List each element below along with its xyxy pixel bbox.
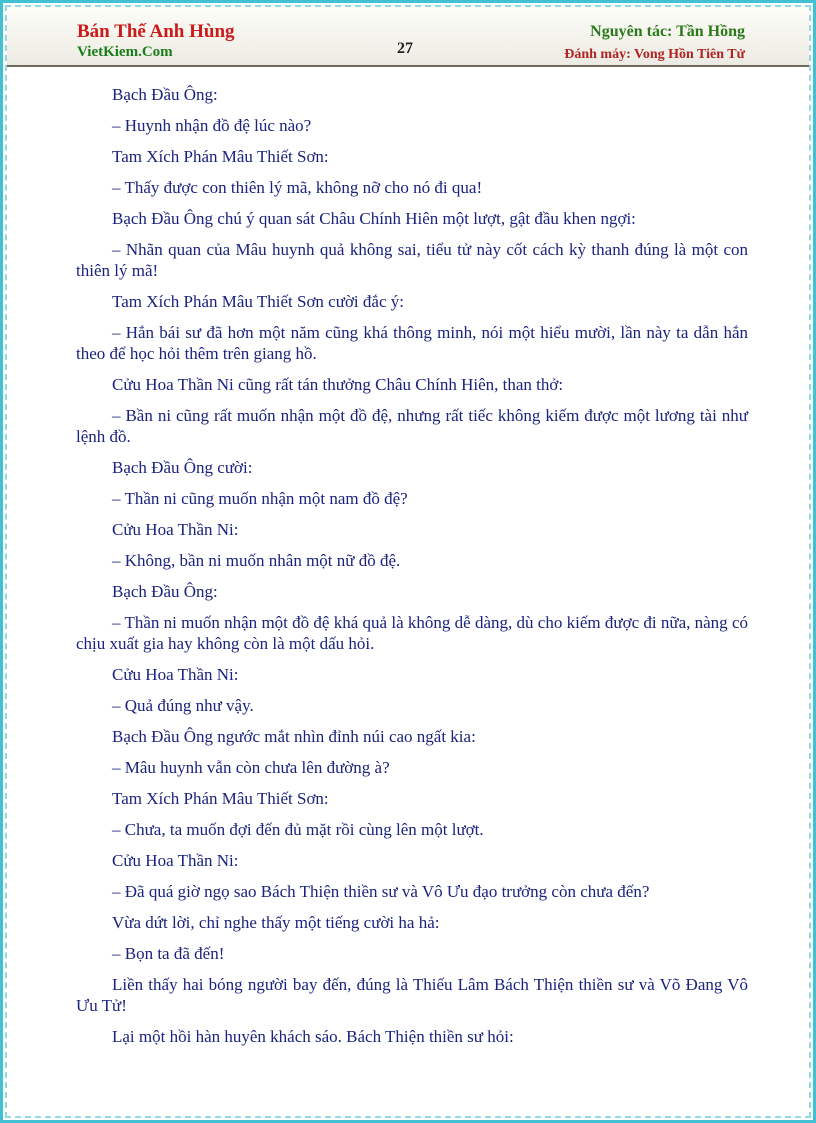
- paragraph: Liền thấy hai bóng người bay đến, đúng là Thiếu Lâm Bách Thiện thiền sư và Võ Đang Vô Ưu Tử!: [76, 975, 748, 1015]
- paragraph: – Không, bần ni muốn nhân một nữ đồ đệ.: [112, 551, 401, 570]
- paragraph: Bạch Đầu Ông:: [112, 582, 218, 601]
- story-text: [76, 84, 748, 1057]
- paragraph: – Mâu huynh vẫn còn chưa lên đường à?: [112, 758, 390, 777]
- paragraph: Cửu Hoa Thần Ni cũng rất tán thưởng Châu Chính Hiên, than thở:: [112, 375, 564, 394]
- paragraph: Bạch Đầu Ông chú ý quan sát Châu Chính Hiên một lượt, gật đầu khen ngợi:: [112, 209, 636, 228]
- paragraph: – Huynh nhận đồ đệ lúc nào?: [112, 116, 312, 135]
- paragraph: – Quả đúng như vậy.: [112, 696, 254, 715]
- author-credit: Nguyên tác: Tần Hồng: [590, 23, 745, 40]
- paragraph: – Thần ni cũng muốn nhận một nam đồ đệ?: [112, 489, 408, 508]
- paragraph: Lại một hồi hàn huyên khách sáo. Bách Thiện thiền sư hỏi:: [112, 1027, 514, 1046]
- paragraph: Cửu Hoa Thần Ni:: [112, 520, 239, 539]
- paragraph: Bạch Đầu Ông ngước mắt nhìn đỉnh núi cao ngất kia:: [112, 727, 476, 746]
- paragraph: – Hắn bái sư đã hơn một năm cũng khá thông minh, nói một hiểu mười, lần này ta dẫn hắn theo để học hỏi thêm trên giang hồ.: [76, 323, 748, 363]
- typist-credit: Đánh máy: Vong Hồn Tiên Tử: [564, 47, 745, 62]
- paragraph: – Thần ni muốn nhận một đồ đệ khá quả là không dễ dàng, dù cho kiếm được đi nữa, nàng có chịu xuất gia hay không còn là một dấu hỏi.: [76, 613, 748, 653]
- page-header: [7, 7, 809, 67]
- paragraph: Vừa dứt lời, chỉ nghe thấy một tiếng cười ha hả:: [112, 913, 440, 932]
- paragraph: – Chưa, ta muốn đợi đến đủ mặt rồi cùng lên một lượt.: [112, 820, 484, 839]
- paragraph: Cửu Hoa Thần Ni:: [112, 665, 239, 684]
- paragraph: – Đã quá giờ ngọ sao Bách Thiện thiền sư và Vô Ưu đạo trưởng còn chưa đến?: [112, 882, 650, 901]
- paragraph: Bạch Đầu Ông:: [112, 85, 218, 104]
- paragraph: Cửu Hoa Thần Ni:: [112, 851, 239, 870]
- site-name: VietKiem.Com: [77, 44, 173, 60]
- book-title: Bán Thế Anh Hùng: [77, 21, 235, 42]
- paragraph: Tam Xích Phán Mâu Thiết Sơn:: [112, 789, 329, 808]
- paragraph: – Bần ni cũng rất muốn nhận một đồ đệ, nhưng rất tiếc không kiếm được một lương tài như lệnh đồ.: [76, 406, 748, 446]
- paragraph: – Nhãn quan của Mâu huynh quả không sai, tiểu tử này cốt cách kỳ thanh đúng là một con thiên lý mã!: [76, 240, 748, 280]
- paragraph: – Thấy được con thiên lý mã, không nỡ cho nó đi qua!: [112, 178, 483, 197]
- paragraph: Bạch Đầu Ông cười:: [112, 458, 253, 477]
- page-number: 27: [397, 40, 413, 57]
- paragraph: Tam Xích Phán Mâu Thiết Sơn cười đắc ý:: [112, 292, 404, 311]
- paragraph: – Bọn ta đã đến!: [112, 944, 225, 963]
- paragraph: Tam Xích Phán Mâu Thiết Sơn:: [112, 147, 329, 166]
